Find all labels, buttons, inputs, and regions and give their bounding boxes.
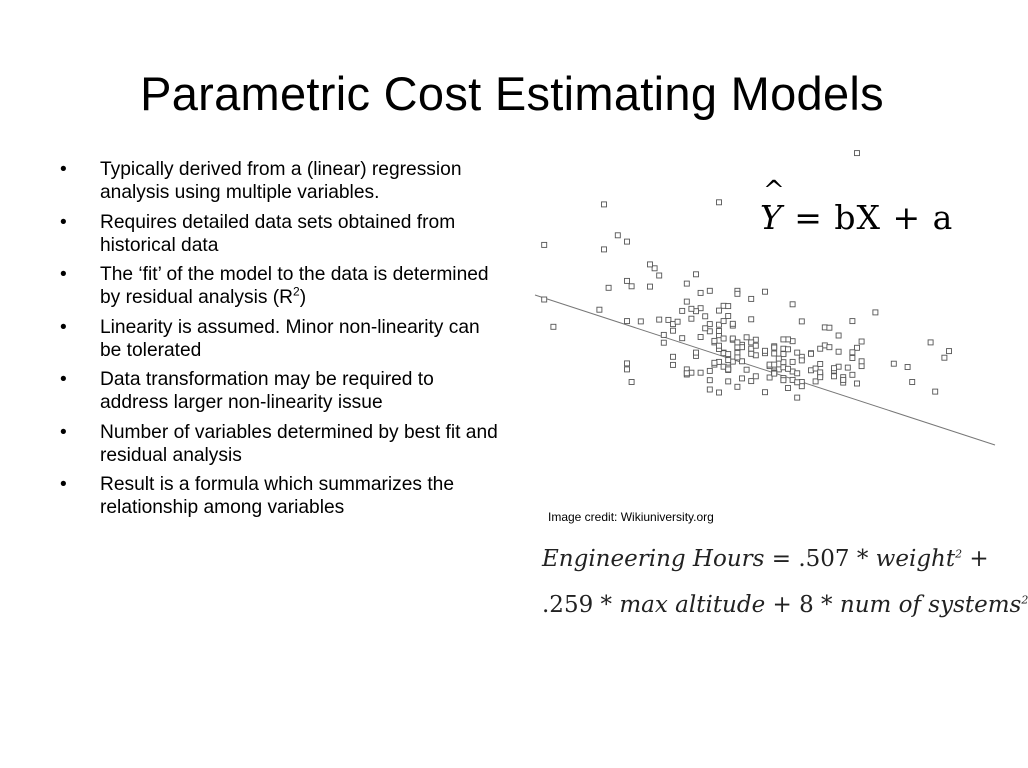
data-point — [615, 233, 620, 238]
data-point — [689, 306, 694, 311]
bullet-marker: • — [60, 211, 67, 233]
data-point — [781, 378, 786, 383]
data-point — [910, 380, 915, 385]
data-point — [648, 262, 653, 267]
data-point — [698, 335, 703, 340]
data-point — [928, 340, 933, 345]
data-point — [891, 361, 896, 366]
data-point — [845, 365, 850, 370]
data-point — [680, 308, 685, 313]
data-point — [638, 319, 643, 324]
data-point — [657, 317, 662, 322]
data-point — [735, 291, 740, 296]
data-point — [625, 361, 630, 366]
formula-term: = .507 * — [764, 546, 876, 572]
data-point — [542, 297, 547, 302]
data-point — [726, 367, 731, 372]
data-point — [832, 374, 837, 379]
data-point — [790, 359, 795, 364]
data-point — [671, 328, 676, 333]
data-point — [753, 343, 758, 348]
formula-term: .259 * — [542, 592, 620, 618]
bullet-text: The ‘fit’ of the model to the data is determined by residual analysis (R — [100, 264, 489, 308]
data-point — [818, 346, 823, 351]
data-point — [799, 319, 804, 324]
data-point — [717, 200, 722, 205]
bullet-marker: • — [60, 316, 67, 338]
data-point — [859, 339, 864, 344]
bullet-item — [60, 211, 500, 257]
slide-title: Parametric Cost Estimating Models — [140, 67, 884, 120]
bullet-text: Linearity is assumed. Minor non-linearity can be tolerated — [100, 316, 480, 361]
data-point — [625, 239, 630, 244]
data-point — [602, 247, 607, 252]
data-point — [721, 319, 726, 324]
data-point — [726, 352, 731, 357]
data-point — [657, 273, 662, 278]
data-point — [606, 285, 611, 290]
data-point — [827, 325, 832, 330]
data-point — [795, 395, 800, 400]
formula-exponent: 2 — [955, 547, 963, 561]
regression-line — [535, 295, 995, 445]
data-point — [707, 288, 712, 293]
superscript: 2 — [293, 284, 300, 299]
data-point — [763, 289, 768, 294]
formula-term: max altitude — [619, 592, 766, 618]
data-point — [809, 351, 814, 356]
data-point — [712, 360, 717, 365]
data-point — [795, 350, 800, 355]
bullet-text: Data transformation may be required to address larger non-linearity issue — [100, 369, 434, 413]
data-point — [795, 380, 800, 385]
data-point — [786, 347, 791, 352]
data-point — [772, 362, 777, 367]
data-point — [717, 329, 722, 334]
bullet-marker: • — [60, 421, 67, 443]
formula-term: + — [962, 546, 989, 572]
bullet-text: Requires detailed data sets obtained from historical data — [100, 211, 456, 256]
data-point — [786, 366, 791, 371]
data-point — [661, 332, 666, 337]
data-point — [625, 278, 630, 283]
data-point — [726, 358, 731, 363]
data-point — [790, 302, 795, 307]
data-point — [795, 371, 800, 376]
data-point — [684, 371, 689, 376]
bullet-marker: • — [60, 264, 67, 285]
data-point — [689, 316, 694, 321]
data-point — [698, 370, 703, 375]
data-point — [763, 390, 768, 395]
bullet-marker: • — [60, 159, 67, 180]
data-point — [799, 358, 804, 363]
data-point — [703, 314, 708, 319]
data-point — [772, 371, 777, 376]
bullet-text: Number of variables determined by best fit and residual analysis — [100, 421, 498, 466]
formula-term: weight — [875, 546, 956, 572]
data-point — [905, 365, 910, 370]
data-point — [703, 326, 708, 331]
data-point — [625, 319, 630, 324]
data-point — [836, 349, 841, 354]
data-point — [694, 272, 699, 277]
data-point — [772, 345, 777, 350]
data-point — [850, 372, 855, 377]
formula-term: + 8 * — [765, 592, 840, 618]
data-point — [735, 345, 740, 350]
data-point — [855, 381, 860, 386]
formula-exponent: 2 — [1021, 593, 1028, 607]
bullet-item — [60, 368, 500, 414]
data-point — [717, 390, 722, 395]
data-point — [712, 338, 717, 343]
data-point — [602, 202, 607, 207]
data-point — [698, 290, 703, 295]
data-point — [726, 379, 731, 384]
data-point — [648, 284, 653, 289]
data-point — [786, 386, 791, 391]
data-point — [749, 317, 754, 322]
data-point — [684, 281, 689, 286]
data-point — [675, 319, 680, 324]
data-point — [744, 335, 749, 340]
data-point — [707, 368, 712, 373]
data-point — [671, 362, 676, 367]
bullet-item — [60, 316, 500, 362]
bullet-text: Result is a formula which summarizes the relationship among variables — [100, 474, 455, 518]
data-point — [781, 337, 786, 342]
data-point — [859, 364, 864, 369]
data-point — [855, 151, 860, 156]
data-point — [625, 367, 630, 372]
bullet-item — [60, 473, 500, 519]
data-point — [694, 350, 699, 355]
data-point — [942, 355, 947, 360]
data-point — [661, 340, 666, 345]
data-point — [707, 387, 712, 392]
data-point — [597, 307, 602, 312]
data-point — [684, 299, 689, 304]
data-point — [542, 242, 547, 247]
regression-equation — [760, 198, 953, 237]
data-point — [841, 377, 846, 382]
bullet-item — [60, 263, 500, 309]
equation-rhs: = bX + a — [782, 198, 954, 237]
data-point — [735, 384, 740, 389]
data-point — [726, 314, 731, 319]
formula-line-2 — [542, 592, 1028, 618]
data-point — [827, 345, 832, 350]
data-point — [749, 296, 754, 301]
formula-term: num of systems — [839, 592, 1022, 618]
data-point — [832, 366, 837, 371]
data-point — [707, 378, 712, 383]
image-credit: Image credit: Wikiuniversity.org — [548, 510, 714, 524]
data-point — [717, 308, 722, 313]
data-point — [749, 379, 754, 384]
data-point — [730, 321, 735, 326]
bullet-marker: • — [60, 369, 67, 390]
data-point — [947, 349, 952, 354]
data-point — [818, 362, 823, 367]
data-point — [836, 333, 841, 338]
data-point — [629, 380, 634, 385]
data-point — [680, 336, 685, 341]
bullet-text-tail: ) — [299, 287, 307, 308]
data-point — [671, 354, 676, 359]
data-point — [850, 356, 855, 361]
data-point — [735, 340, 740, 345]
data-point — [776, 356, 781, 361]
data-point — [873, 310, 878, 315]
data-point — [726, 304, 731, 309]
formula-term: Engineering Hours — [542, 546, 765, 572]
bullet-text: Typically derived from a (linear) regression analysis using multiple variables. — [100, 159, 462, 203]
bullet-list — [60, 158, 500, 526]
data-point — [818, 375, 823, 380]
data-point — [933, 389, 938, 394]
data-point — [763, 348, 768, 353]
y-hat-symbol: ^ Y — [760, 198, 783, 237]
data-point — [551, 324, 556, 329]
data-point — [740, 376, 745, 381]
data-point — [735, 355, 740, 360]
bullet-item — [60, 421, 500, 467]
bullet-marker: • — [60, 474, 67, 495]
data-point — [749, 351, 754, 356]
formula-line-1 — [542, 546, 989, 572]
data-point — [850, 319, 855, 324]
data-point — [629, 284, 634, 289]
data-point — [850, 350, 855, 355]
data-point — [753, 374, 758, 379]
data-point — [859, 359, 864, 364]
data-point — [772, 351, 777, 356]
data-point — [744, 367, 749, 372]
data-point — [717, 343, 722, 348]
bullet-item — [60, 158, 500, 204]
data-point — [818, 370, 823, 375]
data-point — [721, 336, 726, 341]
